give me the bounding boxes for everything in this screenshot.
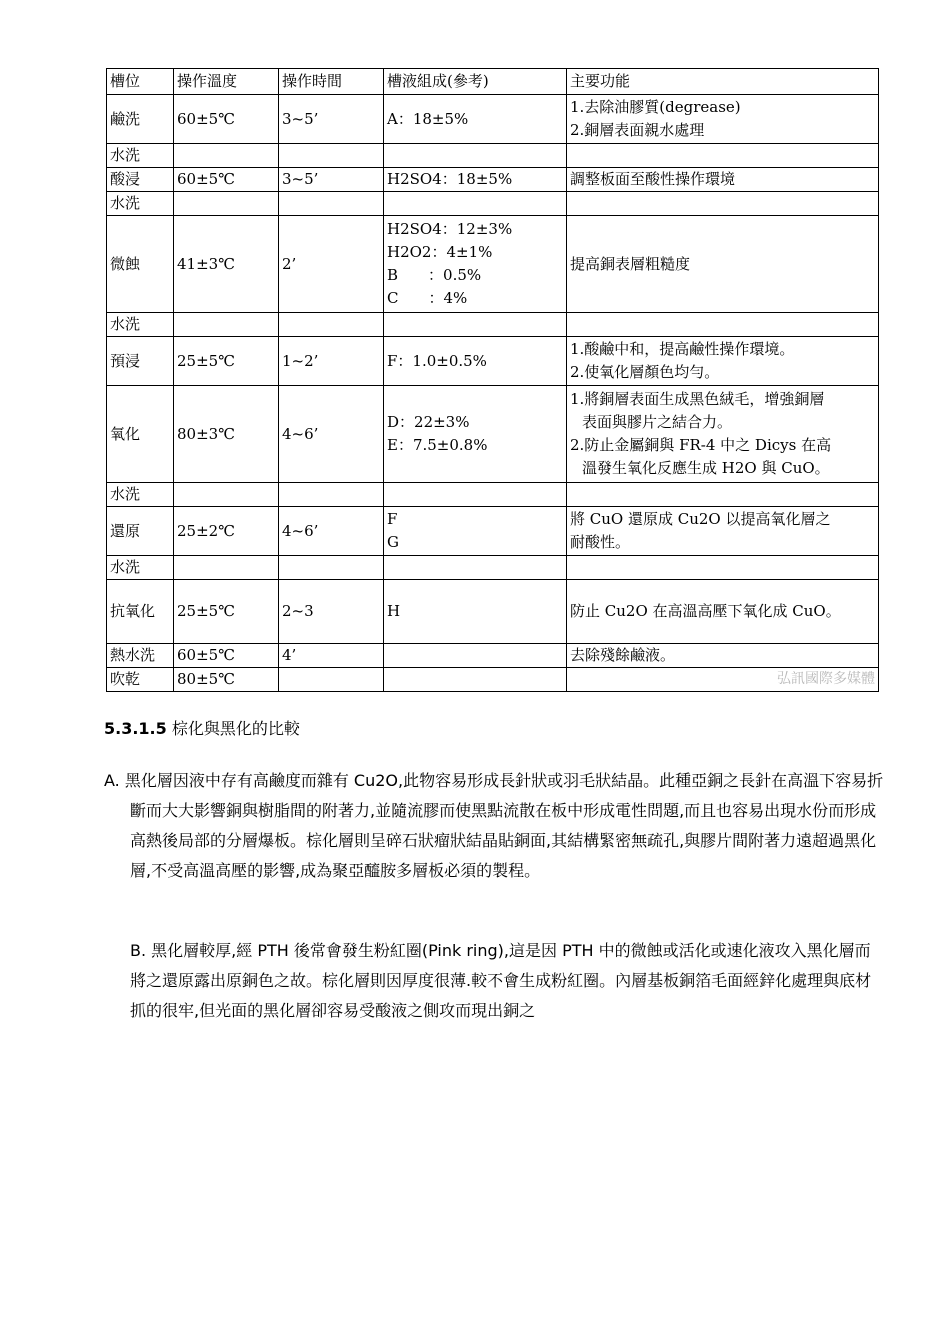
cell-composition: [384, 144, 567, 168]
cell-time: 4’: [279, 644, 384, 668]
cell-temp: 80±5℃: [174, 668, 279, 692]
cell-temp: 80±3℃: [174, 386, 279, 483]
cell-composition: [384, 313, 567, 337]
function-line: 溫發生氧化反應生成 H2O 與 CuO。: [582, 459, 830, 477]
cell-function: [567, 168, 879, 192]
cell-time: [279, 144, 384, 168]
cell-slot: 預浸: [107, 337, 174, 386]
cell-function: [567, 95, 879, 144]
function-line: 調整板面至酸性操作環境: [570, 170, 736, 188]
function-line: 去除殘餘鹼液。: [570, 646, 676, 664]
cell-time: [279, 556, 384, 580]
cell-temp: [174, 483, 279, 507]
cell-slot: 水洗: [107, 483, 174, 507]
cell-composition: [384, 168, 567, 192]
cell-temp: [174, 313, 279, 337]
composition-line: D：22±3%: [387, 413, 470, 431]
cell-temp: 25±5℃: [174, 337, 279, 386]
cell-slot: 水洗: [107, 556, 174, 580]
cell-function: [567, 192, 879, 216]
function-line: 2.防止金屬銅與 FR-4 中之 Dicys 在高: [570, 436, 832, 454]
cell-slot: 熱水洗: [107, 644, 174, 668]
cell-composition: [384, 580, 567, 644]
function-line: 提高銅表層粗糙度: [570, 254, 691, 273]
cell-function: [567, 644, 879, 668]
function-line: 耐酸性。: [570, 533, 631, 551]
cell-function: [567, 216, 879, 313]
cell-function: [567, 144, 879, 168]
composition-line: H2SO4：18±5%: [387, 170, 513, 188]
cell-composition: [384, 507, 567, 556]
table-row: [107, 668, 879, 692]
composition-line: A：18±5%: [387, 109, 469, 128]
cell-time: [279, 192, 384, 216]
cell-temp: 60±5℃: [174, 168, 279, 192]
cell-time: 2’: [279, 216, 384, 313]
cell-function: [567, 507, 879, 556]
composition-line: C ：4%: [387, 289, 468, 307]
table-row: [107, 507, 879, 556]
cell-temp: 25±5℃: [174, 580, 279, 644]
function-line: 1.去除油膠質(degrease): [570, 98, 741, 116]
table-row: [107, 192, 879, 216]
cell-slot: 氧化: [107, 386, 174, 483]
cell-time: [279, 313, 384, 337]
table-row: [107, 313, 879, 337]
cell-slot: 吹乾: [107, 668, 174, 692]
function-line: 防止 Cu2O 在高溫高壓下氧化成 CuO。: [570, 602, 841, 620]
section-number: 5.3.1.5: [104, 719, 167, 738]
table-row: [107, 168, 879, 192]
table-row: [107, 483, 879, 507]
table-row: [107, 95, 879, 144]
table-row: [107, 644, 879, 668]
function-line: 表面與膠片之結合力。: [582, 413, 733, 431]
cell-composition: [384, 337, 567, 386]
cell-temp: [174, 556, 279, 580]
table-header-row: [107, 69, 879, 95]
table-row: [107, 144, 879, 168]
cell-function: [567, 386, 879, 483]
table-row: [107, 337, 879, 386]
cell-time: 4~6’: [279, 386, 384, 483]
cell-composition: [384, 95, 567, 144]
composition-line: F: [387, 510, 398, 528]
paragraph-a: A. 黑化層因液中存有高鹼度而雜有 Cu2O,此物容易形成長針狀或羽毛狀結晶。此種亞銅之長針在高溫下容易折斷而大大影響銅與樹脂間的附著力,並隨流膠而使黑點流散在板中形成電性問題,而且也容易出現水份而形成高熱後局部的分層爆板。棕化層則呈碎石狀瘤狀結晶貼銅面,其結構緊密無疏孔,與膠片間附著力遠超過黑化層,不受高溫高壓的影響,成為聚亞醯胺多層板必須的製程。: [104, 771, 884, 880]
cell-composition: [384, 483, 567, 507]
cell-composition: [384, 386, 567, 483]
section-title: 棕化與黑化的比較: [171, 719, 300, 738]
cell-composition: [384, 668, 567, 692]
cell-temp: [174, 192, 279, 216]
header-function: 主要功能: [567, 69, 879, 95]
composition-line: F：1.0±0.5%: [387, 351, 487, 370]
function-line: 2.銅層表面親水處理: [570, 121, 705, 139]
header-slot: 槽位: [107, 69, 174, 95]
process-table: [106, 68, 879, 692]
cell-slot: 水洗: [107, 192, 174, 216]
header-composition: 槽液組成(參考): [384, 69, 567, 95]
composition-line: H2O2：4±1%: [387, 243, 493, 261]
cell-slot: 還原: [107, 507, 174, 556]
cell-function: [567, 556, 879, 580]
cell-composition: [384, 192, 567, 216]
composition-line: H: [387, 602, 401, 620]
cell-temp: 60±5℃: [174, 644, 279, 668]
cell-composition: [384, 216, 567, 313]
function-line: 1.將銅層表面生成黑色絨毛，增強銅層: [570, 390, 825, 408]
table-row: [107, 556, 879, 580]
table-row: [107, 386, 879, 483]
table-row: [107, 580, 879, 644]
cell-time: [279, 483, 384, 507]
cell-time: 2~3: [279, 580, 384, 644]
cell-function: [567, 668, 879, 692]
composition-line: G: [387, 533, 399, 551]
function-line: 將 CuO 還原成 Cu2O 以提高氧化層之: [570, 510, 831, 528]
cell-slot: 抗氧化: [107, 580, 174, 644]
function-line: 1.酸鹼中和，提高鹼性操作環境。: [570, 340, 795, 358]
cell-composition: [384, 644, 567, 668]
cell-function: [567, 337, 879, 386]
composition-line: H2SO4：12±3%: [387, 220, 513, 238]
cell-slot: 水洗: [107, 313, 174, 337]
cell-time: 1~2’: [279, 337, 384, 386]
cell-temp: 60±5℃: [174, 95, 279, 144]
cell-slot: 鹼洗: [107, 95, 174, 144]
cell-slot: 酸浸: [107, 168, 174, 192]
cell-temp: 41±3℃: [174, 216, 279, 313]
function-line: 2.使氧化層顏色均勻。: [570, 363, 720, 381]
cell-time: 3~5’: [279, 168, 384, 192]
paragraph-b: B. 黑化層較厚,經 PTH 後常會發生粉紅圈(Pink ring),這是因 PTH 中的微蝕或活化或速化液攻入黑化層而將之還原露出原銅色之故。棕化層則因厚度很薄.較不會生成粉紅圈。內層基板銅箔毛面經鋅化處理與底材抓的很牢,但光面的黑化層卻容易受酸液之側攻而現出銅之: [130, 941, 872, 1020]
cell-slot: 微蝕: [107, 216, 174, 313]
cell-slot: 水洗: [107, 144, 174, 168]
cell-time: [279, 668, 384, 692]
cell-function: [567, 483, 879, 507]
cell-temp: [174, 144, 279, 168]
composition-line: E：7.5±0.8%: [387, 436, 488, 454]
cell-time: 4~6’: [279, 507, 384, 556]
table-row: [107, 216, 879, 313]
section-heading: [104, 716, 300, 739]
composition-line: B ：0.5%: [387, 266, 482, 284]
cell-function: [567, 580, 879, 644]
header-temperature: 操作溫度: [174, 69, 279, 95]
cell-composition: [384, 556, 567, 580]
cell-time: 3~5’: [279, 95, 384, 144]
cell-function: [567, 313, 879, 337]
cell-temp: 25±2℃: [174, 507, 279, 556]
watermark-text: 弘訊國際多媒體: [777, 671, 875, 687]
header-time: 操作時間: [279, 69, 384, 95]
